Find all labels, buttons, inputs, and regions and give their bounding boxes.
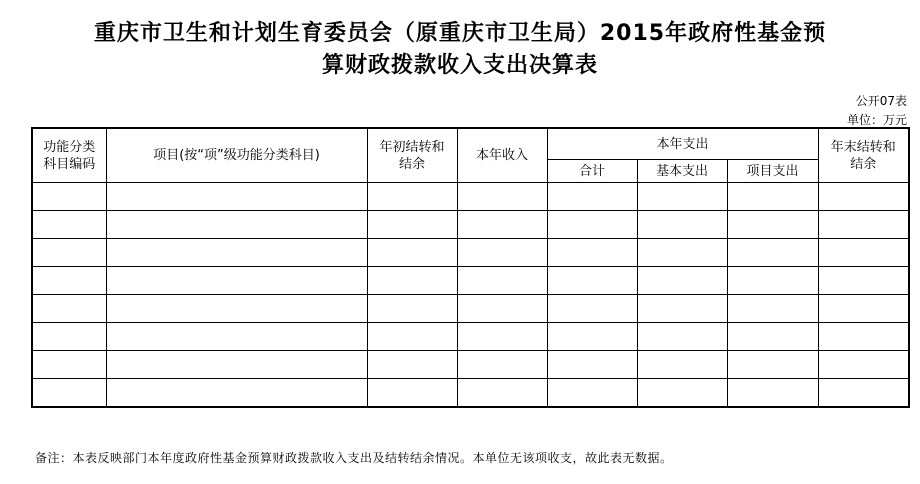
header-expenditure: 本年支出 <box>547 128 818 160</box>
cell-expenditure-project <box>727 239 818 267</box>
table-row <box>32 351 909 379</box>
cell-income <box>457 239 547 267</box>
cell-expenditure-basic <box>637 211 727 239</box>
cell-expenditure-project <box>727 351 818 379</box>
table-row <box>32 239 909 267</box>
cell-expenditure-total <box>547 351 637 379</box>
cell-expenditure-basic <box>637 323 727 351</box>
cell-opening-balance <box>367 379 457 408</box>
cell-closing-balance <box>818 239 909 267</box>
cell-item <box>106 295 367 323</box>
cell-income <box>457 379 547 408</box>
cell-expenditure-basic <box>637 351 727 379</box>
header-expenditure-basic: 基本支出 <box>637 160 727 183</box>
footnote: 备注：本表反映部门本年度政府性基金预算财政拨款收入支出及结转结余情况。本单位无该项收支，故此表无数据。 <box>35 451 673 465</box>
table-row <box>32 183 909 211</box>
cell-expenditure-project <box>727 295 818 323</box>
cell-func-code <box>32 239 106 267</box>
cell-item <box>106 351 367 379</box>
cell-expenditure-basic <box>637 267 727 295</box>
header-income: 本年收入 <box>457 128 547 183</box>
cell-expenditure-total <box>547 267 637 295</box>
header-func-code: 功能分类科目编码 <box>32 128 106 183</box>
table-row <box>32 211 909 239</box>
cell-closing-balance <box>818 323 909 351</box>
table-row <box>32 267 909 295</box>
cell-expenditure-total <box>547 239 637 267</box>
cell-closing-balance <box>818 267 909 295</box>
cell-opening-balance <box>367 211 457 239</box>
cell-income <box>457 267 547 295</box>
cell-expenditure-project <box>727 211 818 239</box>
cell-opening-balance <box>367 295 457 323</box>
cell-expenditure-total <box>547 183 637 211</box>
header-item: 项目(按“项”级功能分类科目) <box>106 128 367 183</box>
report-title-line-1: 重庆市卫生和计划生育委员会（原重庆市卫生局）2015年政府性基金预 <box>93 21 827 46</box>
report-title-line-2: 算财政拨款收入支出决算表 <box>321 53 598 78</box>
table-row <box>32 379 909 408</box>
budget-table <box>31 127 910 408</box>
cell-expenditure-project <box>727 183 818 211</box>
cell-expenditure-basic <box>637 295 727 323</box>
cell-expenditure-basic <box>637 239 727 267</box>
cell-func-code <box>32 379 106 408</box>
cell-opening-balance <box>367 183 457 211</box>
cell-opening-balance <box>367 351 457 379</box>
cell-closing-balance <box>818 351 909 379</box>
table-row <box>32 295 909 323</box>
table-code: 公开07表 <box>855 94 907 108</box>
cell-closing-balance <box>818 183 909 211</box>
cell-expenditure-total <box>547 323 637 351</box>
cell-expenditure-total <box>547 295 637 323</box>
cell-income <box>457 351 547 379</box>
cell-func-code <box>32 211 106 239</box>
cell-opening-balance <box>367 323 457 351</box>
cell-item <box>106 183 367 211</box>
cell-expenditure-total <box>547 211 637 239</box>
cell-income <box>457 323 547 351</box>
header-expenditure-total: 合计 <box>547 160 637 183</box>
cell-item <box>106 211 367 239</box>
cell-item <box>106 323 367 351</box>
cell-income <box>457 211 547 239</box>
cell-func-code <box>32 351 106 379</box>
cell-closing-balance <box>818 295 909 323</box>
cell-closing-balance <box>818 211 909 239</box>
cell-func-code <box>32 183 106 211</box>
cell-expenditure-basic <box>637 379 727 408</box>
unit-label: 单位：万元 <box>846 113 907 127</box>
header-expenditure-project: 项目支出 <box>727 160 818 183</box>
cell-opening-balance <box>367 239 457 267</box>
cell-expenditure-project <box>727 379 818 408</box>
cell-expenditure-project <box>727 323 818 351</box>
cell-item <box>106 379 367 408</box>
cell-func-code <box>32 295 106 323</box>
cell-income <box>457 183 547 211</box>
cell-func-code <box>32 267 106 295</box>
cell-income <box>457 295 547 323</box>
cell-expenditure-total <box>547 379 637 408</box>
cell-expenditure-project <box>727 267 818 295</box>
cell-item <box>106 267 367 295</box>
cell-closing-balance <box>818 379 909 408</box>
cell-func-code <box>32 323 106 351</box>
header-closing-balance: 年末结转和结余 <box>818 128 909 183</box>
cell-opening-balance <box>367 267 457 295</box>
table-row <box>32 323 909 351</box>
cell-item <box>106 239 367 267</box>
cell-expenditure-basic <box>637 183 727 211</box>
header-opening-balance: 年初结转和结余 <box>367 128 457 183</box>
